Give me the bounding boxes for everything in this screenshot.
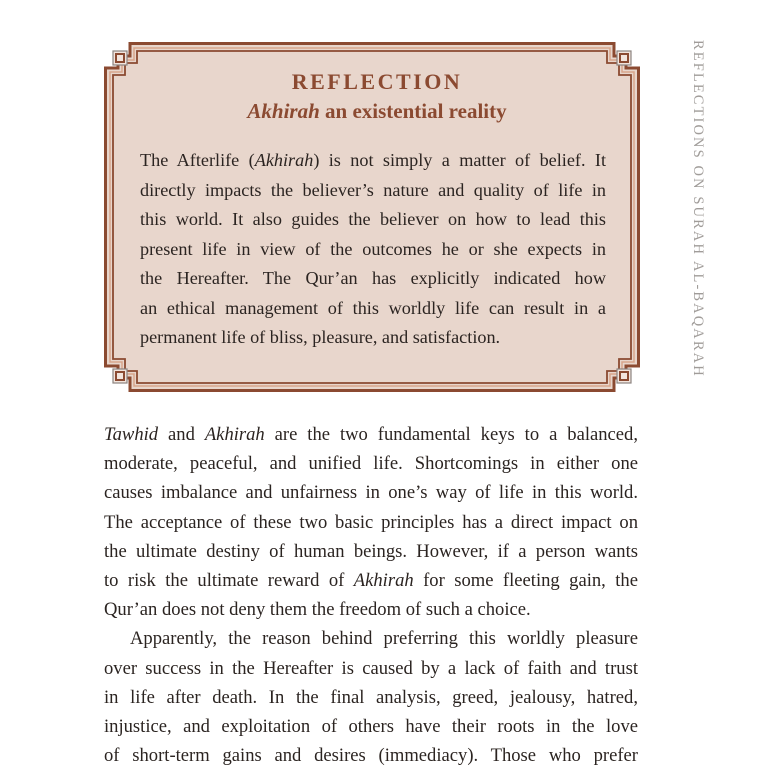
body-line: to risk the ultimate reward of Akhirah for some fleeting gain, the bbox=[104, 570, 638, 592]
body-line: of short-term gains and desires (immediacy). Those who prefer bbox=[104, 745, 638, 767]
corner-ornament-top-left bbox=[113, 51, 127, 65]
body-line: moderate, peaceful, and unified life. Shortcomings in either one bbox=[104, 453, 638, 475]
reflection-line: The Afterlife (Akhirah) is not simply a matter of belief. It bbox=[140, 150, 607, 170]
paragraph-2 bbox=[104, 624, 638, 770]
body-line: Qur’an does not deny them the freedom of such a choice. bbox=[104, 599, 531, 621]
reflection-line: directly impacts the believer’s nature and quality of life in bbox=[140, 179, 606, 200]
body-line: over success in the Hereafter is caused by a lack of faith and trust bbox=[104, 657, 638, 679]
running-header bbox=[688, 40, 708, 400]
reflection-content bbox=[140, 68, 606, 353]
body-line: The acceptance of these two basic principles has a direct impact on bbox=[104, 511, 638, 533]
body-line: causes imbalance and unfairness in one’s way of life in this world. bbox=[104, 482, 638, 504]
body-line: injustice, and exploitation of others have their roots in the love bbox=[104, 716, 638, 738]
running-header-text: REFLECTIONS ON SURAH AL-BAQARAH bbox=[690, 40, 706, 378]
reflection-box bbox=[104, 42, 640, 392]
body-line: Tawhid and Akhirah are the two fundamental keys to a balanced, bbox=[104, 424, 638, 445]
reflection-line: an ethical management of this worldly life can result in a bbox=[140, 297, 606, 318]
corner-ornament-bottom-right bbox=[617, 369, 631, 383]
body-line: in life after death. In the final analysis, greed, jealousy, hatred, bbox=[104, 686, 638, 708]
subtitle-italic-term: Akhirah bbox=[247, 99, 320, 123]
reflection-body bbox=[140, 146, 606, 353]
body-line: the ultimate destiny of human beings. However, if a person wants bbox=[104, 540, 638, 562]
reflection-line: permanent life of bliss, pleasure, and satisfaction. bbox=[140, 327, 501, 347]
paragraph-1 bbox=[104, 420, 638, 624]
reflection-heading: REFLECTION bbox=[291, 69, 463, 94]
body-line: Apparently, the reason behind preferring this worldly pleasure bbox=[130, 628, 638, 650]
body-text bbox=[104, 420, 638, 770]
reflection-line: this world. It also guides the believer on how to lead this bbox=[140, 209, 606, 229]
reflection-subtitle bbox=[140, 96, 606, 126]
subtitle-rest: an existential reality bbox=[319, 99, 507, 123]
corner-ornament-bottom-left bbox=[113, 369, 127, 383]
reflection-line: present life in view of the outcomes he or she expects in bbox=[140, 238, 606, 259]
reflection-line: the Hereafter. The Qur’an has explicitly indicated how bbox=[140, 268, 606, 288]
corner-ornament-top-right bbox=[617, 51, 631, 65]
